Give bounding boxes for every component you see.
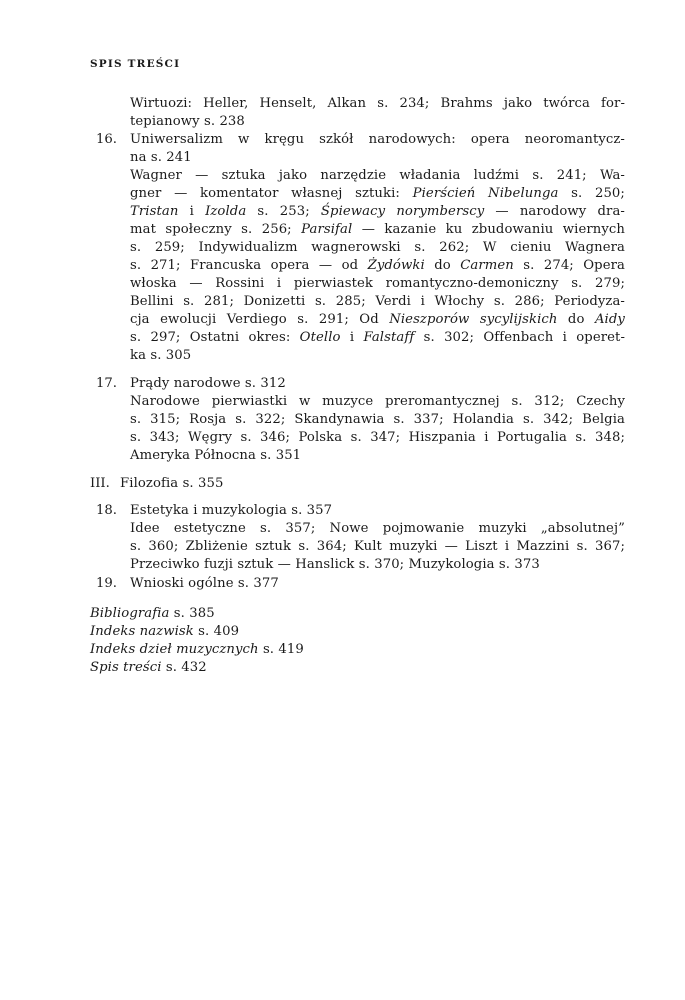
running-header: SPIS TREŚCI xyxy=(90,58,181,70)
toc-subentry-line: Przeciwko fuzji sztuk — Hanslick s. 370; Muzykologia s. 373 xyxy=(130,557,540,572)
toc-subentry-line: s. 259; Indywidualizm wagnerowski s. 262; W cieniu Wagnera xyxy=(130,240,625,255)
toc-subentry-line: Tristan i Izolda s. 253; Śpiewacy norymberscy — narodowy dra- xyxy=(130,204,625,219)
toc-subentry-line: s. 343; Węgry s. 346; Polska s. 347; Hiszpania i Portugalia s. 348; xyxy=(130,430,625,445)
toc-entry-line: na s. 241 xyxy=(130,150,192,165)
toc-subentry-line: Bellini s. 281; Donizetti s. 285; Verdi i Włochy s. 286; Periodyza- xyxy=(130,294,625,309)
toc-entry-line: Wnioski ogólne s. 377 xyxy=(130,576,279,591)
back-matter-label: Indeks dzieł muzycznych xyxy=(90,642,259,657)
toc-subentry-line: mat społeczny s. 256; Parsifal — kazanie ku zbudowaniu wiernych xyxy=(130,222,625,237)
toc-subentry-line: cja ewolucji Verdiego s. 291; Od Nieszporów sycylijskich do Aidy xyxy=(130,312,625,327)
entry-number: III. xyxy=(90,476,110,491)
entry-number: 19. xyxy=(96,576,117,591)
toc-subentry-line: s. 297; Ostatni okres: Otello i Falstaff s. 302; Offenbach i operet- xyxy=(130,330,625,345)
toc-entry-line: Prądy narodowe s. 312 xyxy=(130,376,286,391)
back-matter-page: s. 385 xyxy=(173,606,215,621)
toc-subentry-line: Wagner — sztuka jako narzędzie władania ludźmi s. 241; Wa- xyxy=(130,168,625,183)
toc-subentry-line: s. 271; Francuska opera — od Żydówki do Carmen s. 274; Opera xyxy=(130,258,625,273)
toc-subentry-line: gner — komentator własnej sztuki: Pierścień Nibelunga s. 250; xyxy=(130,186,625,201)
toc-entry-line: tepianowy s. 238 xyxy=(130,114,245,129)
toc-entry-line: Filozofia s. 355 xyxy=(120,476,224,491)
toc-subentry-line: włoska — Rossini i pierwiastek romantyczno-demoniczny s. 279; xyxy=(130,276,625,291)
back-matter-item xyxy=(90,660,207,676)
back-matter-page: s. 409 xyxy=(198,624,240,639)
back-matter-label: Indeks nazwisk xyxy=(90,624,194,639)
back-matter-label: Bibliografia xyxy=(90,606,170,621)
toc-subentry-line: Narodowe pierwiastki w muzyce preromantycznej s. 312; Czechy xyxy=(130,394,625,409)
back-matter-item xyxy=(90,624,239,640)
entry-number: 17. xyxy=(96,376,117,391)
back-matter-page: s. 419 xyxy=(262,642,304,657)
toc-subentry-line: ka s. 305 xyxy=(130,348,192,363)
toc-subentry-line: Ameryka Północna s. 351 xyxy=(130,448,302,463)
back-matter-item xyxy=(90,606,215,622)
toc-subentry-line: s. 360; Zbliżenie sztuk s. 364; Kult muzyki — Liszt i Mazzini s. 367; xyxy=(130,539,625,554)
back-matter-page: s. 432 xyxy=(165,660,207,675)
back-matter-item xyxy=(90,642,304,658)
back-matter-label: Spis treści xyxy=(90,660,162,675)
toc-entry-line: Uniwersalizm w kręgu szkół narodowych: opera neoromantycz- xyxy=(130,132,625,147)
entry-number: 18. xyxy=(96,503,117,518)
toc-subentry-line: s. 315; Rosja s. 322; Skandynawia s. 337; Holandia s. 342; Belgia xyxy=(130,412,625,427)
toc-subentry-line: Idee estetyczne s. 357; Nowe pojmowanie muzyki „absolutnej” xyxy=(130,521,625,536)
toc-entry-line: Wirtuozi: Heller, Henselt, Alkan s. 234; Brahms jako twórca for- xyxy=(130,96,625,111)
toc-entry-line: Estetyka i muzykologia s. 357 xyxy=(130,503,333,518)
entry-number: 16. xyxy=(96,132,117,147)
